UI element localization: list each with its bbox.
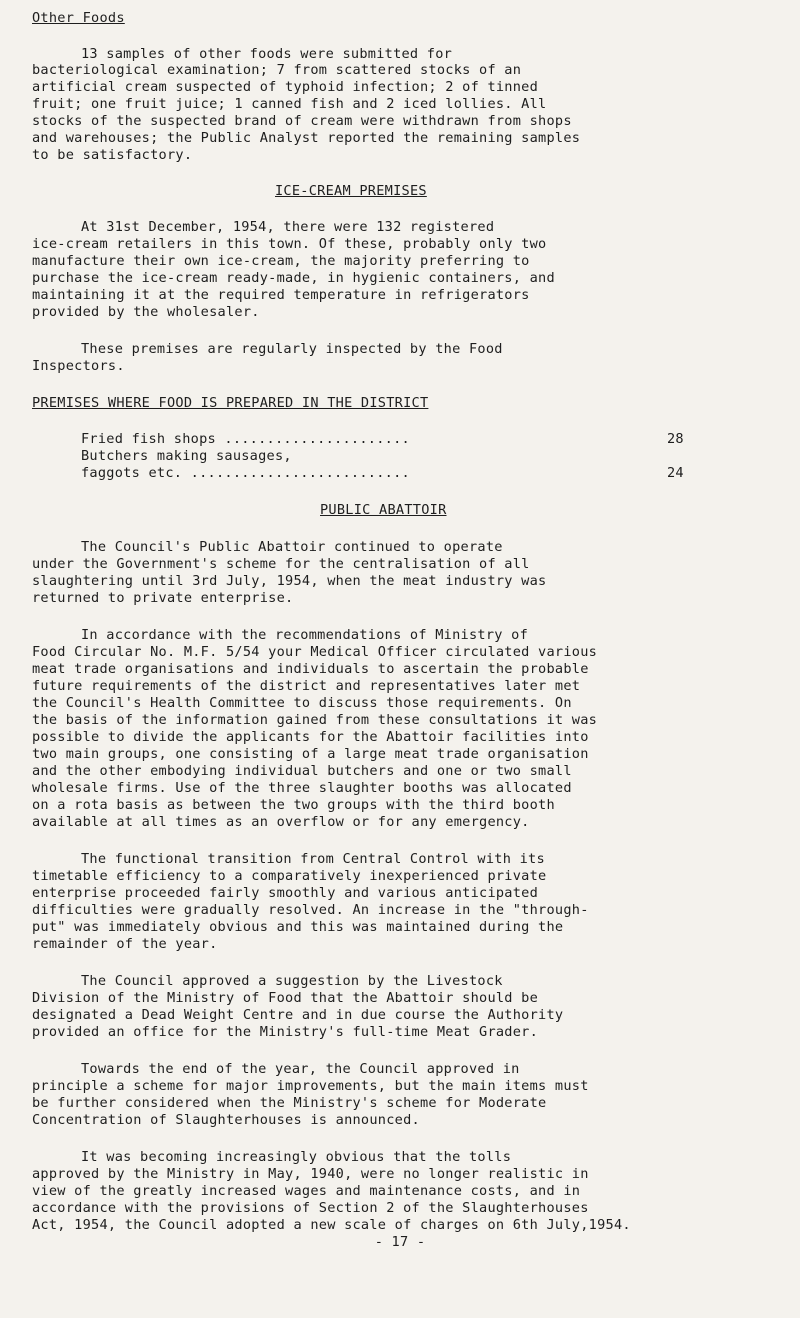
text-line: two main groups, one consisting of a large meat trade organisation <box>32 746 589 762</box>
section-title: Other Foods <box>32 10 125 26</box>
text-line: maintaining it at the required temperature in refrigerators <box>32 287 530 303</box>
list-item-label: Butchers making sausages, <box>81 448 292 464</box>
text-line: view of the greatly increased wages and maintenance costs, and in <box>32 1183 581 1199</box>
text-line: put" was immediately obvious and this was maintained during the <box>32 919 564 935</box>
list-item-count: 24 <box>667 465 684 481</box>
text-line: on a rota basis as between the two groups with the third booth <box>32 797 555 813</box>
text-line: meat trade organisations and individuals to ascertain the probable <box>32 661 589 677</box>
text-line: timetable efficiency to a comparatively inexperienced private <box>32 868 547 884</box>
text-line: available at all times as an overflow or for any emergency. <box>32 814 530 830</box>
text-line: Towards the end of the year, the Council approved in <box>81 1061 520 1077</box>
text-line: In accordance with the recommendations of Ministry of <box>81 627 529 643</box>
text-line: possible to divide the applicants for the Abattoir facilities into <box>32 729 589 745</box>
text-line: Concentration of Slaughterhouses is announced. <box>32 1112 420 1128</box>
text-line: remainder of the year. <box>32 936 218 952</box>
text-line: provided an office for the Ministry's full-time Meat Grader. <box>32 1024 539 1040</box>
list-item-label: faggots etc. .......................... <box>81 465 410 481</box>
text-line: It was becoming increasingly obvious that the tolls <box>81 1149 512 1165</box>
text-line: ice-cream retailers in this town. Of these, probably only two <box>32 236 547 252</box>
text-line: Food Circular No. M.F. 5/54 your Medical Officer circulated various <box>32 644 598 660</box>
text-line: fruit; one fruit juice; 1 canned fish and 2 iced lollies. All <box>32 96 547 112</box>
page-number: - 17 - <box>374 1234 426 1250</box>
text-line: the Council's Health Committee to discuss those requirements. On <box>32 695 572 711</box>
text-line: bacteriological examination; 7 from scattered stocks of an <box>32 62 522 78</box>
text-line: accordance with the provisions of Section 2 of the Slaughterhouses <box>32 1200 589 1216</box>
text-line: enterprise proceeded fairly smoothly and various anticipated <box>32 885 539 901</box>
text-line: artificial cream suspected of typhoid infection; 2 of tinned <box>32 79 539 95</box>
text-line: under the Government's scheme for the centralisation of all <box>32 556 530 572</box>
heading-ice-cream-premises: ICE-CREAM PREMISES <box>275 183 427 199</box>
text-line: These premises are regularly inspected by the Food <box>81 341 503 357</box>
text-line: be further considered when the Ministry's scheme for Moderate <box>32 1095 547 1111</box>
text-line: Act, 1954, the Council adopted a new scale of charges on 6th July,1954. <box>32 1217 631 1233</box>
text-line: The Council approved a suggestion by the Livestock <box>81 973 503 989</box>
text-line: designated a Dead Weight Centre and in due course the Authority <box>32 1007 564 1023</box>
text-line: principle a scheme for major improvements, but the main items must <box>32 1078 589 1094</box>
text-line: purchase the ice-cream ready-made, in hygienic containers, and <box>32 270 555 286</box>
text-line: Inspectors. <box>32 358 125 374</box>
list-item-label: Fried fish shops ...................... <box>81 431 410 447</box>
heading-food-premises: PREMISES WHERE FOOD IS PREPARED IN THE DISTRICT <box>32 395 429 411</box>
text-line: provided by the wholesaler. <box>32 304 260 320</box>
text-line: and warehouses; the Public Analyst reported the remaining samples <box>32 130 581 146</box>
text-line: Division of the Ministry of Food that the Abattoir should be <box>32 990 539 1006</box>
text-line: and the other embodying individual butchers and one or two small <box>32 763 572 779</box>
text-line: The Council's Public Abattoir continued to operate <box>81 539 503 555</box>
text-line: returned to private enterprise. <box>32 590 294 606</box>
text-line: 13 samples of other foods were submitted for <box>81 46 453 62</box>
text-line: future requirements of the district and representatives later met <box>32 678 581 694</box>
text-line: approved by the Ministry in May, 1940, were no longer realistic in <box>32 1166 589 1182</box>
text-line: The functional transition from Central Control with its <box>81 851 545 867</box>
text-line: manufacture their own ice-cream, the majority preferring to <box>32 253 530 269</box>
text-line: slaughtering until 3rd July, 1954, when the meat industry was <box>32 573 547 589</box>
text-line: At 31st December, 1954, there were 132 registered <box>81 219 495 235</box>
text-line: stocks of the suspected brand of cream were withdrawn from shops <box>32 113 572 129</box>
text-line: difficulties were gradually resolved. An increase in the "through- <box>32 902 589 918</box>
text-line: the basis of the information gained from these consultations it was <box>32 712 598 728</box>
text-line: wholesale firms. Use of the three slaughter booths was allocated <box>32 780 572 796</box>
list-item-count: 28 <box>667 431 684 447</box>
heading-public-abattoir: PUBLIC ABATTOIR <box>320 502 447 518</box>
text-line: to be satisfactory. <box>32 147 193 163</box>
